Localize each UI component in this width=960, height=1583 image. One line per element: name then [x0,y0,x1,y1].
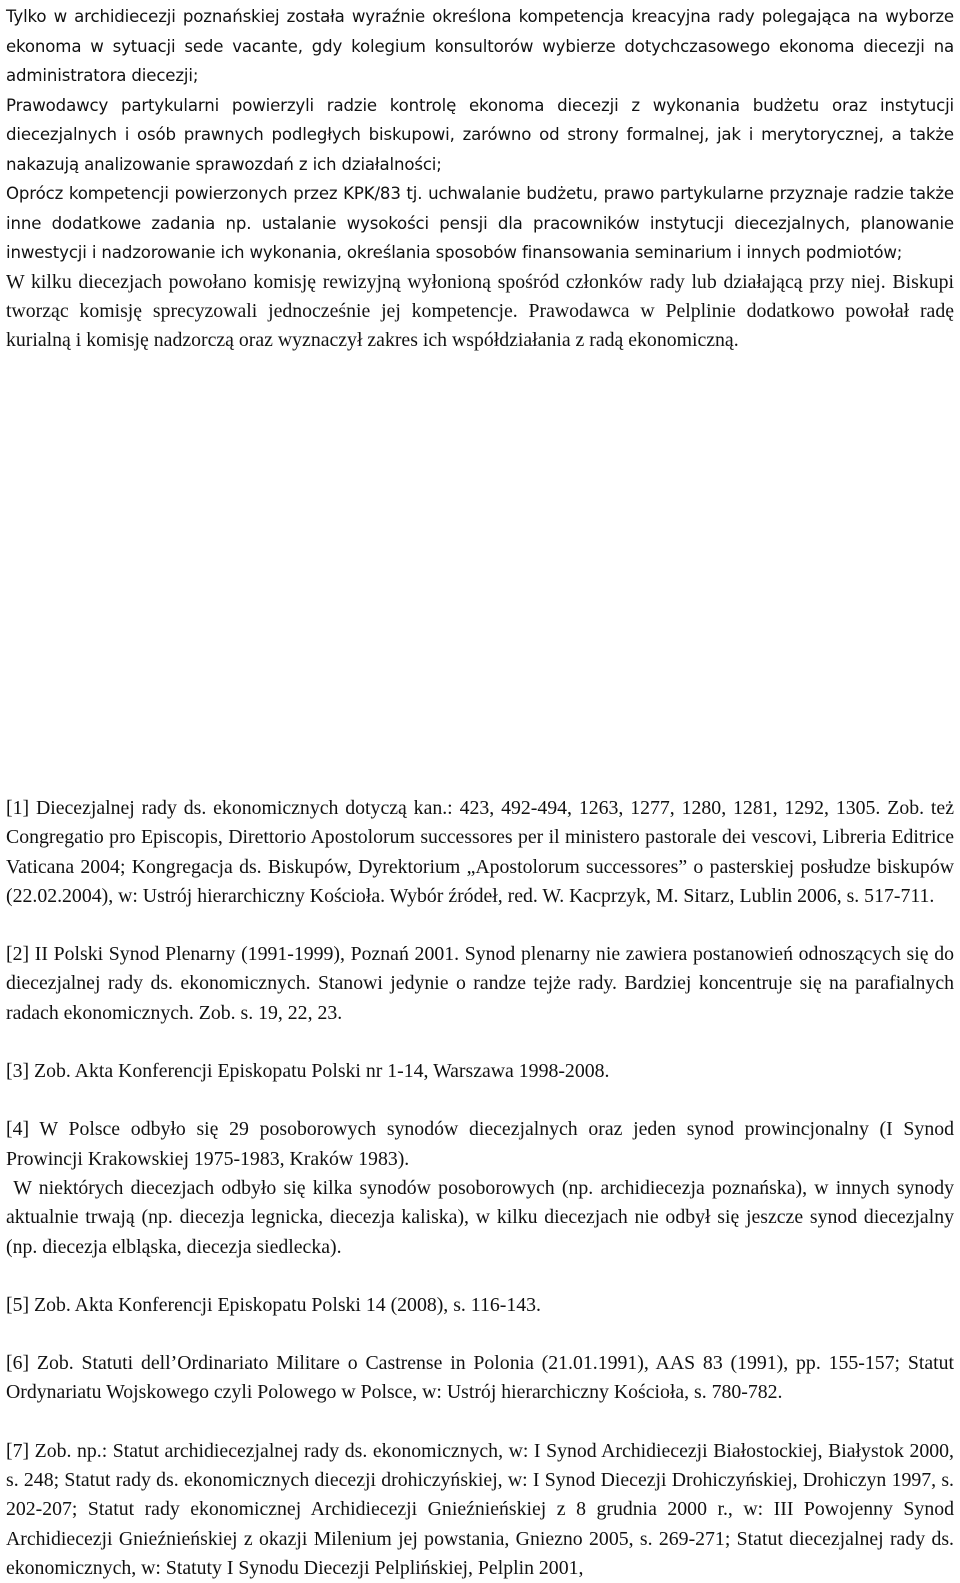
footnotes [6,794,959,1583]
footnote-7: [7] Zob. np.: Statut archidiecezjalnej rady ds. ekonomicznych, w: I Synod Archidiecezji Białostockiej, Białystok 2000, s. 248; Statut rady ds. ekonomicznych diecezji drohiczyńskiej, w: I Synod Diecezji Drohiczyńskiej, Drohiczyn 1997, s. 202-207; Statut rady ekonomicznej Archidiecezji Gnieźnieńskiej z 8 grudnia 2000 r., w: III Powojenny Synod Archidiecezji Gnieźnieńskiej z okazji Milenium jej powstania, Gniezno 2005, s. 269-271; Statut diecezjalnej rady ds. ekonomicznych, w: Statuty I Synodu Diecezji Pelplińskiej, Pelplin 2001, [6,1439,954,1579]
body-paragraph: Prawodawcy partykularni powierzyli radzie kontrolę ekonoma diecezji z wykonania budżetu oraz instytucji diecezjalnych i osób prawnych podległych biskupowi, zarówno od strony formalnej, jak i merytorycznej, a także nakazują analizowanie sprawozdań z ich działalności; [6,95,954,174]
footnote-1: [1] Diecezjalnej rady ds. ekonomicznych dotyczą kan.: 423, 492-494, 1263, 1277, 1280, 1281, 1292, 1305. Zob. też Congregatio pro Episcopis, Direttorio Apostolorum successores per il ministero pastorale dei vescovi, Libreria Editrice Vaticana 2004; Kongregacja ds. Biskupów, Dyrektorium „Apostolorum successores” o pasterskiej posłudze biskupów (22.02.2004), w: Ustrój hierarchiczny Kościoła. Wybór źródeł, red. W. Kacprzyk, M. Sitarz, Lublin 2006, s. 517-711. [6,797,954,907]
footnote-6: [6] Zob. Statuti dell’Ordinariato Militare o Castrense in Polonia (21.01.1991), AAS 83 (1991), pp. 155-157; Statut Ordynariatu Wojskowego czyli Polowego w Polsce, w: Ustrój hierarchiczny Kościoła, s. 780-782. [6,1352,954,1404]
body-paragraph: Tylko w archidiecezji poznańskiej została wyraźnie określona kompetencja kreacyjna rady polegająca na wyborze ekonoma w sytuacji sede vacante, gdy kolegium konsultorów wybierze dotychczasowego ekonoma diecezji na administratora diecezji; [6,7,954,85]
body-text [6,2,954,355]
footnote-3: [3] Zob. Akta Konferencji Episkopatu Polski nr 1-14, Warszawa 1998-2008. [6,1060,610,1083]
footnote-4-continuation: W niektórych diecezjach odbyło się kilka synodów posoborowych (np. archidiecezja poznańska), w innych synody aktualnie trwają (np. diecezja legnicka, diecezja kaliska), w kilku diecezjach nie odbył się jeszcze synod diecezjalny (np. diecezja elbląska, diecezja siedlecka). [6,1176,959,1258]
body-paragraph: W kilku diecezjach powołano komisję rewizyjną wyłonioną spośród członków rady lub działającą przy niej. Biskupi tworząc komisję sprecyzowali jednocześnie jej kompetencje. Prawodawca w Pelplinie dodatkowo powołał radę kurialną i komisję nadzorczą oraz wyznaczył zakres ich współdziałania z radą ekonomiczną. [6,270,954,352]
footnote-4: [4] W Polsce odbyło się 29 posoborowych synodów diecezjalnych oraz jeden synod prowincjonalny (I Synod Prowincji Krakowskiej 1975-1983, Kraków 1983). [6,1118,954,1170]
footnote-2: [2] II Polski Synod Plenarny (1991-1999), Poznań 2001. Synod plenarny nie zawiera postanowień odnoszących się do diecezjalnej rady ds. ekonomicznych. Stanowi jedynie o randze tejże rady. Bardziej koncentruje się na parafialnych radach ekonomicznych. Zob. s. 19, 22, 23. [6,943,954,1024]
footnote-5: [5] Zob. Akta Konferencji Episkopatu Polski 14 (2008), s. 116-143. [6,1293,541,1316]
body-paragraph: Oprócz kompetencji powierzonych przez KPK/83 tj. uchwalanie budżetu, prawo partykularne przyznaje radzie także inne dodatkowe zadania np. ustalanie wysokości pensji dla pracowników instytucji diecezjalnych, planowanie inwestycji i nadzorowanie ich wykonania, określania sposobów finansowania seminarium i innych podmiotów; [6,184,954,262]
